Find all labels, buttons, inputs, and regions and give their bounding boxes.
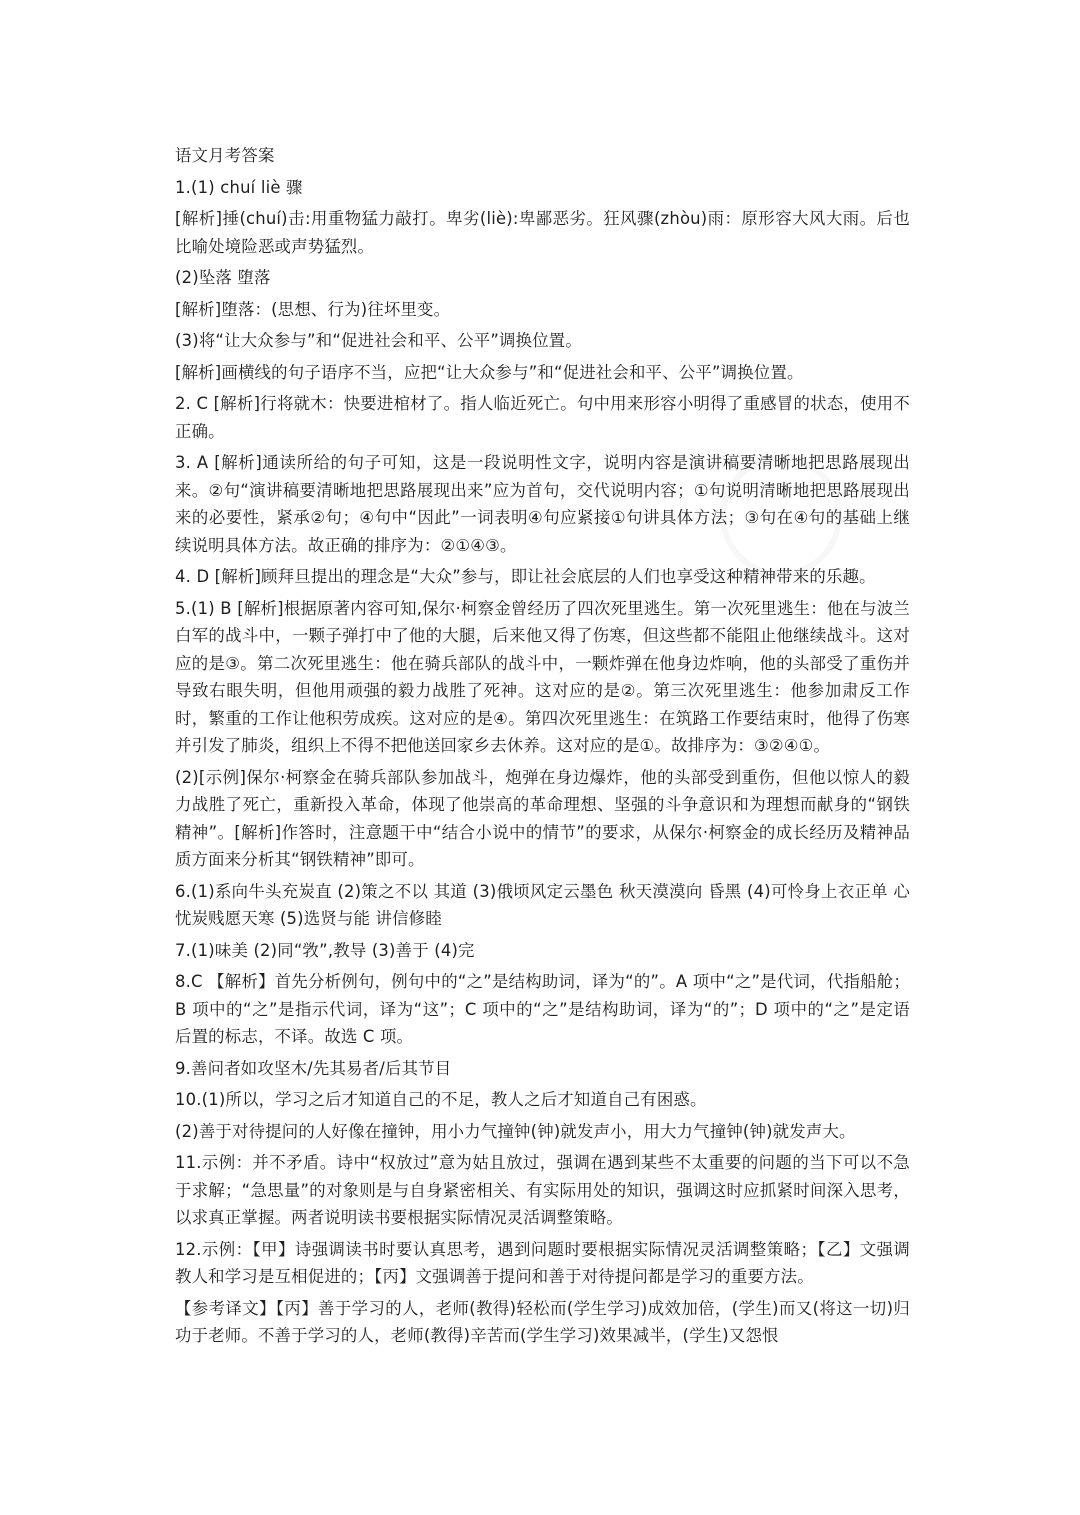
analysis-1-2: [解析]堕落：(思想、行为)往坏里变。 [175, 299, 451, 319]
answer-5-2: (2)[示例]保尔·柯察金在骑兵部队参加战斗，炮弹在身边爆炸，他的头部受到重伤，但他以惊人的毅力战胜了死亡，重新投入革命，体现了他崇高的革命理想、坚强的斗争意识和为理想而献身的“钢铁精神”。[解析]作答时，注意题干中“结合小说中的情节”的要求，从保尔·柯察金的成长经历及精神品质方面来分析其“钢铁精神”即可。 [175, 767, 910, 869]
answer-1-3: (3)将“让大众参与”和“促进社会和平、公平”调换位置。 [175, 331, 582, 350]
answer-7: 7.(1)味美 (2)同“敩”,教导 (3)善于 (4)完 [175, 940, 475, 960]
answer-6: 6.(1)系向牛头充炭直 (2)策之不以 其道 (3)俄顷风定云墨色 秋天漠漠向 昏黑 (4)可怜身上衣正单 心忧炭贱愿天寒 (5)选贤与能 讲信修睦 [175, 881, 910, 928]
document-title: 语文月考答案 [175, 146, 275, 165]
reference-translation: 【参考译文】【丙】善于学习的人，老师(教得)轻松而(学生学习)成效加倍，(学生)而又(将这一切)归功于老师。不善于学习的人，老师(教得)辛苦而(学生学习)效果减半，(学生)又怨恨 [175, 1298, 910, 1345]
answer-1-1: 1.(1) chuí liè 骤 [175, 177, 303, 197]
answer-12: 12.示例：【甲】诗强调读书时要认真思考，遇到问题时要根据实际情况灵活调整策略；【乙】文强调教人和学习是互相促进的；【丙】文强调善于提问和善于对待提问都是学习的重要方法。 [175, 1239, 910, 1286]
document-body [175, 142, 910, 1354]
analysis-1-3: [解析]画横线的句子语序不当，应把“让大众参与”和“促进社会和平、公平”调换位置。 [175, 362, 804, 382]
answer-10-1: 10.(1)所以，学习之后才知道自己的不足，教人之后才知道自己有困惑。 [175, 1090, 707, 1109]
answer-9: 9.善问者如攻坚木/先其易者/后其节目 [175, 1058, 452, 1078]
answer-2: 2. C [解析]行将就木：快要进棺材了。指人临近死亡。句中用来形容小明得了重感冒的状态，使用不正确。 [175, 394, 910, 441]
answer-10-2: (2)善于对待提问的人好像在撞钟，用小力气撞钟(钟)就发声小，用大力气撞钟(钟)就发声大。 [175, 1121, 856, 1141]
answer-1-2: (2)坠落 堕落 [175, 268, 271, 287]
answer-4: 4. D [解析]顾拜旦提出的理念是“大众”参与，即让社会底层的人们也享受这种精神带来的乐趣。 [175, 567, 876, 586]
answer-5-1: 5.(1) B [解析]根据原著内容可知,保尔·柯察金曾经历了四次死里逃生。第一次死里逃生：他在与波兰白军的战斗中，一颗子弹打中了他的大腿，后来他又得了伤寒，但这些都不能阻止他继续战斗。这对应的是③。第二次死里逃生：他在骑兵部队的战斗中，一颗炸弹在他身边炸响，他的头部受了重伤并导致右眼失明，但他用顽强的毅力战胜了死神。这对应的是②。第三次死里逃生：他参加肃反工作时，繁重的工作让他积劳成疾。这对应的是④。第四次死里逃生：在筑路工作要结束时，他得了伤寒并引发了肺炎，组织上不得不把他送回家乡去休养。这对应的是①。故排序为：③②④①。 [175, 598, 910, 755]
answer-3: 3. A [解析]通读所给的句子可知，这是一段说明性文字，说明内容是演讲稿要清晰地把思路展现出来。②句“演讲稿要清晰地把思路展现出来”应为首句，交代说明内容；①句说明清晰地把思路展现出来的必要性，紧承②句；④句中“因此”一词表明④句应紧接①句讲具体方法；③句在④句的基础上继续说明具体方法。故正确的排序为：②①④③。 [175, 453, 910, 555]
answer-8: 8.C 【解析】首先分析例句，例句中的“之”是结构助词，译为“的”。A 项中“之”是代词，代指船舱；B 项中的“之”是指示代词，译为“这”；C 项中的“之”是结构助词，译为“的”；D 项中的“之”是定语后置的标志，不译。故选 C 项。 [175, 972, 910, 1046]
analysis-1-1: [解析]捶(chuí)击:用重物猛力敲打。卑劣(liè):卑鄙恶劣。狂风骤(zhòu)雨：原形容大风大雨。后也比喻处境险恶或声势猛烈。 [175, 209, 910, 256]
answer-11: 11.示例：并不矛盾。诗中“权放过”意为姑且放过，强调在遇到某些不太重要的问题的当下可以不急于求解；“急思量”的对象则是与自身紧密相关、有实际用处的知识，强调这时应抓紧时间深入思考，以求真正掌握。两者说明读书要根据实际情况灵活调整策略。 [175, 1153, 910, 1227]
